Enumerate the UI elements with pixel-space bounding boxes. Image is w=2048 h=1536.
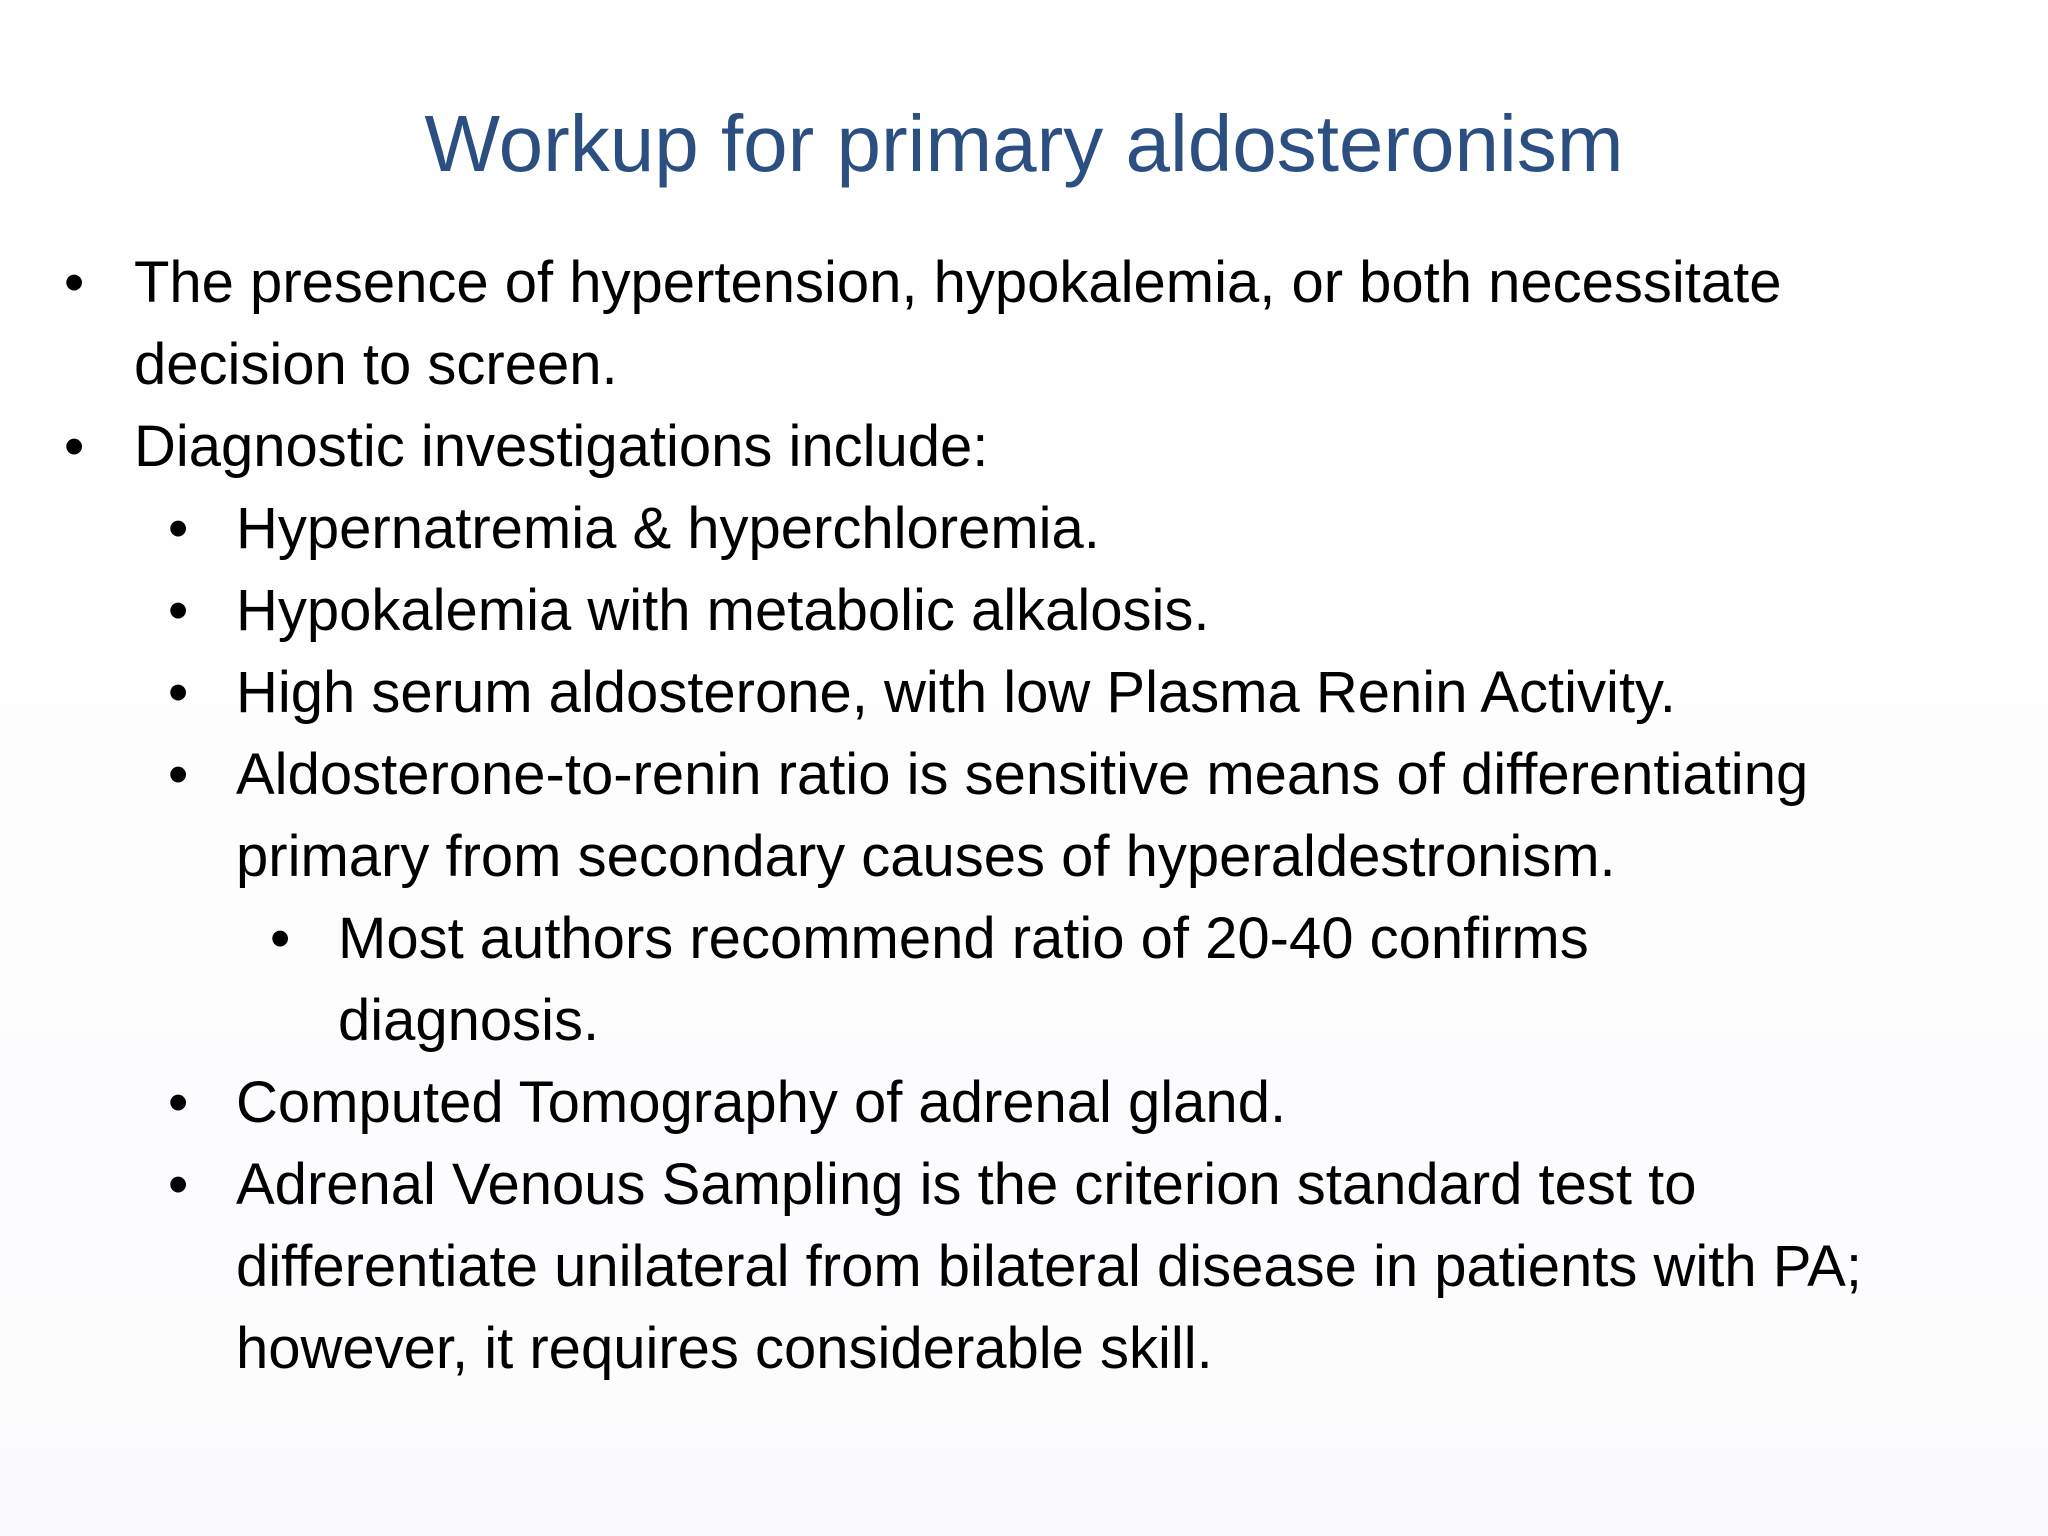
list-item-text: Hypernatremia & hyperchloremia. <box>236 496 1100 561</box>
list-item-text: Hypokalemia with metabolic alkalosis. <box>236 578 1210 643</box>
bullet-icon: • <box>270 906 291 971</box>
list-item <box>64 1144 1996 1390</box>
list-item <box>64 734 1996 898</box>
list-item <box>64 1062 1996 1144</box>
bullet-icon: • <box>64 414 85 479</box>
bullet-icon: • <box>168 1152 189 1217</box>
bullet-icon: • <box>64 250 85 315</box>
list-item <box>64 570 1996 652</box>
list-item-text: Diagnostic investigations include: <box>134 414 989 479</box>
slide-title: Workup for primary aldosteronism <box>424 99 1624 188</box>
bullet-icon: • <box>168 578 189 643</box>
bullet-icon: • <box>168 1070 189 1135</box>
list-item-text: Most authors recommend ratio of 20-40 confirms diagnosis. <box>338 906 1589 1053</box>
list-item-text: Aldosterone-to-renin ratio is sensitive means of differentiating primary from secondary causes of hyperaldestronism. <box>236 742 1809 889</box>
list-item-text: Adrenal Venous Sampling is the criterion standard test to differentiate unilateral from bilateral disease in patients with PA; however, it requires considerable skill. <box>236 1152 1862 1381</box>
bullet-icon: • <box>168 496 189 561</box>
list-item <box>64 652 1996 734</box>
list-item-text: Computed Tomography of adrenal gland. <box>236 1070 1287 1135</box>
list-item <box>64 242 2004 406</box>
list-item-text: High serum aldosterone, with low Plasma Renin Activity. <box>236 660 1676 725</box>
list-item <box>64 898 1838 1062</box>
bullet-list <box>64 242 2024 1390</box>
list-item <box>64 406 2004 488</box>
bullet-icon: • <box>168 742 189 807</box>
bullet-icon: • <box>168 660 189 725</box>
list-item-text: The presence of hypertension, hypokalemia, or both necessitate decision to screen. <box>134 250 1782 397</box>
list-item <box>64 488 1996 570</box>
